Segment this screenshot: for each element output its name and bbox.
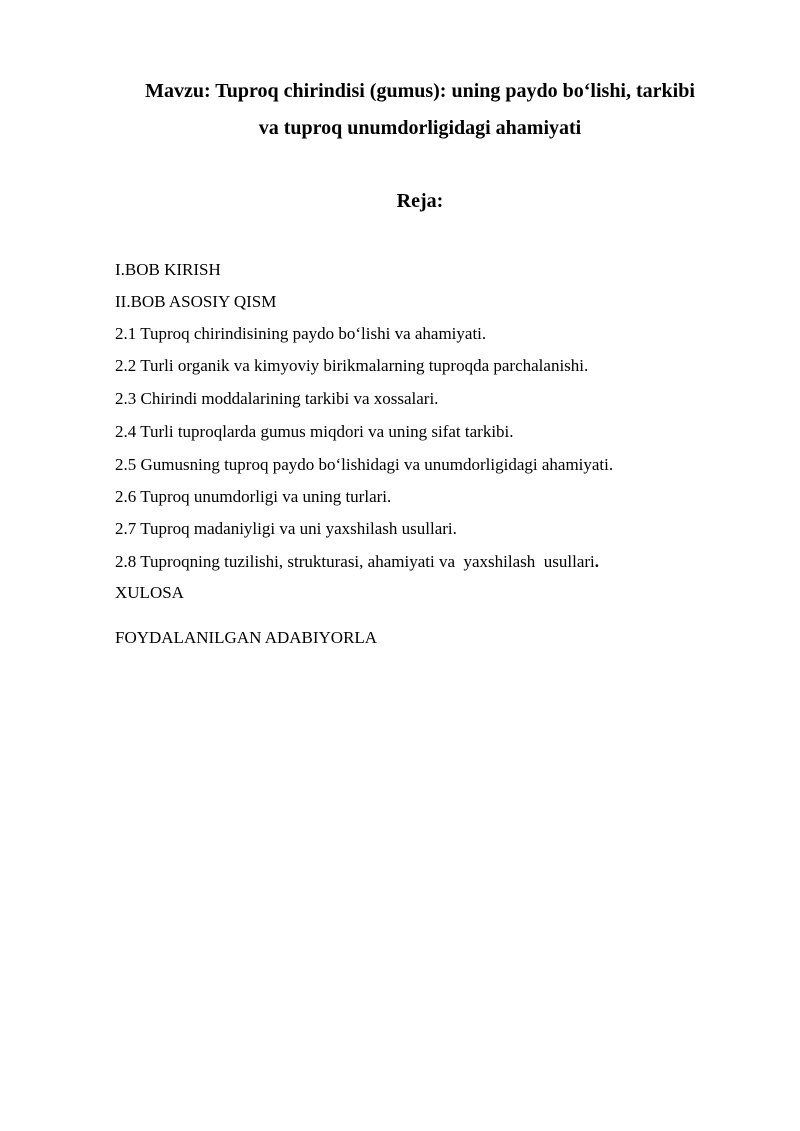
toc-item-text: FOYDALANILGAN ADABIYORLA bbox=[115, 628, 378, 647]
toc-item-kirish bbox=[115, 260, 221, 280]
toc-item-text: 2.3 Chirindi moddalarining tarkibi va xossalari. bbox=[115, 389, 439, 408]
toc-item-2-2 bbox=[115, 356, 588, 376]
toc-item-asosiy-qism bbox=[115, 292, 276, 312]
toc-item-bold-period: . bbox=[594, 552, 599, 571]
toc-item-text: 2.6 Tuproq unumdorligi va uning turlari. bbox=[115, 487, 392, 506]
toc-item-text: 2.4 Turli tuproqlarda gumus miqdori va uning sifat tarkibi. bbox=[115, 422, 514, 441]
document-title-line-1: Mavzu: Tuproq chirindisi (gumus): uning paydo bo‘lishi, tarkibi bbox=[145, 80, 695, 102]
document-title-line-2: va tuproq unumdorligidagi ahamiyati bbox=[258, 117, 582, 139]
toc-item-xulosa bbox=[115, 583, 184, 603]
toc-item-2-5 bbox=[115, 455, 613, 475]
toc-item-2-4 bbox=[115, 422, 514, 442]
toc-item-text: XULOSA bbox=[115, 583, 184, 602]
toc-item-text: 2.5 Gumusning tuproq paydo bo‘lishidagi va unumdorligidagi ahamiyati. bbox=[115, 455, 614, 474]
toc-item-2-7 bbox=[115, 519, 457, 539]
toc-item-2-1 bbox=[115, 324, 486, 344]
toc-item-2-8 bbox=[115, 552, 599, 572]
toc-item-text: 2.7 Tuproq madaniyligi va uni yaxshilash usullari. bbox=[115, 519, 457, 538]
toc-item-adabiyotlar bbox=[115, 628, 377, 648]
toc-item-text: 2.1 Tuproq chirindisining paydo bo‘lishi va ahamiyati. bbox=[115, 324, 487, 343]
plan-heading: Reja: bbox=[396, 190, 444, 212]
toc-item-text: 2.2 Turli organik va kimyoviy birikmalarning tuproqda parchalanishi. bbox=[115, 356, 589, 375]
toc-item-text: II.BOB ASOSIY QISM bbox=[115, 292, 277, 311]
toc-item-2-3 bbox=[115, 389, 438, 409]
toc-item-2-6 bbox=[115, 487, 391, 507]
toc-item-text: I.BOB KIRISH bbox=[115, 260, 221, 279]
toc-item-text: 2.8 Tuproqning tuzilishi, strukturasi, ahamiyati va yaxshilash usullari bbox=[115, 552, 595, 571]
